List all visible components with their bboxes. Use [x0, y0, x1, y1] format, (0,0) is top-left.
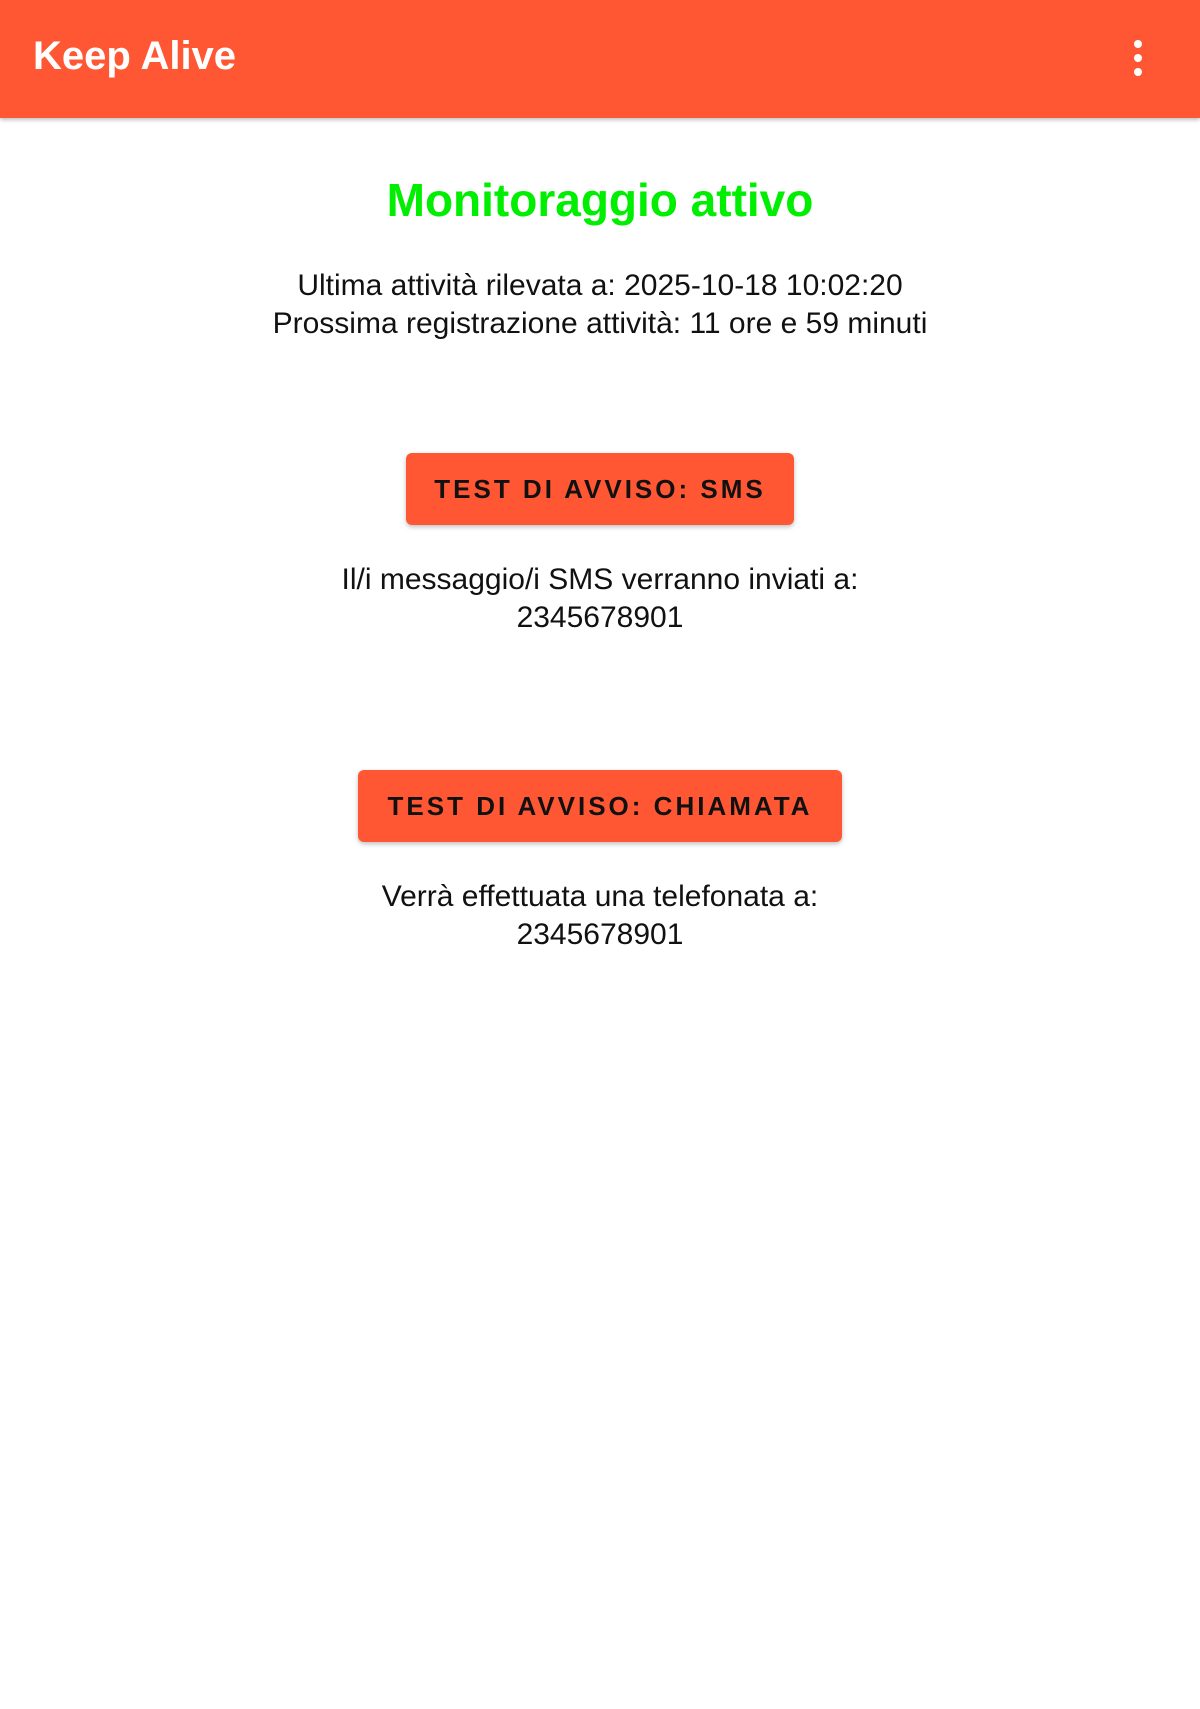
test-call-alert-button[interactable]: TEST DI AVVISO: CHIAMATA: [358, 770, 842, 842]
sms-recipient-label: Il/i messaggio/i SMS verranno inviati a:: [341, 563, 859, 596]
sms-recipient-phone: 2345678901: [516, 601, 684, 634]
call-recipient-phone: 2345678901: [516, 918, 684, 951]
app-bar: [0, 0, 1200, 118]
app-title: Keep Alive: [33, 34, 237, 78]
call-recipient-label: Verrà effettuata una telefonata a:: [381, 880, 819, 913]
next-registration-text: Prossima registrazione attività: 11 ore e 59 minuti: [272, 307, 928, 340]
more-vert-icon[interactable]: [1110, 30, 1166, 86]
last-activity-text: Ultima attività rilevata a: 2025-10-18 10:02:20: [297, 269, 903, 302]
monitoring-status-title: Monitoraggio attivo: [386, 174, 814, 226]
test-sms-alert-button[interactable]: TEST DI AVVISO: SMS: [406, 453, 794, 525]
